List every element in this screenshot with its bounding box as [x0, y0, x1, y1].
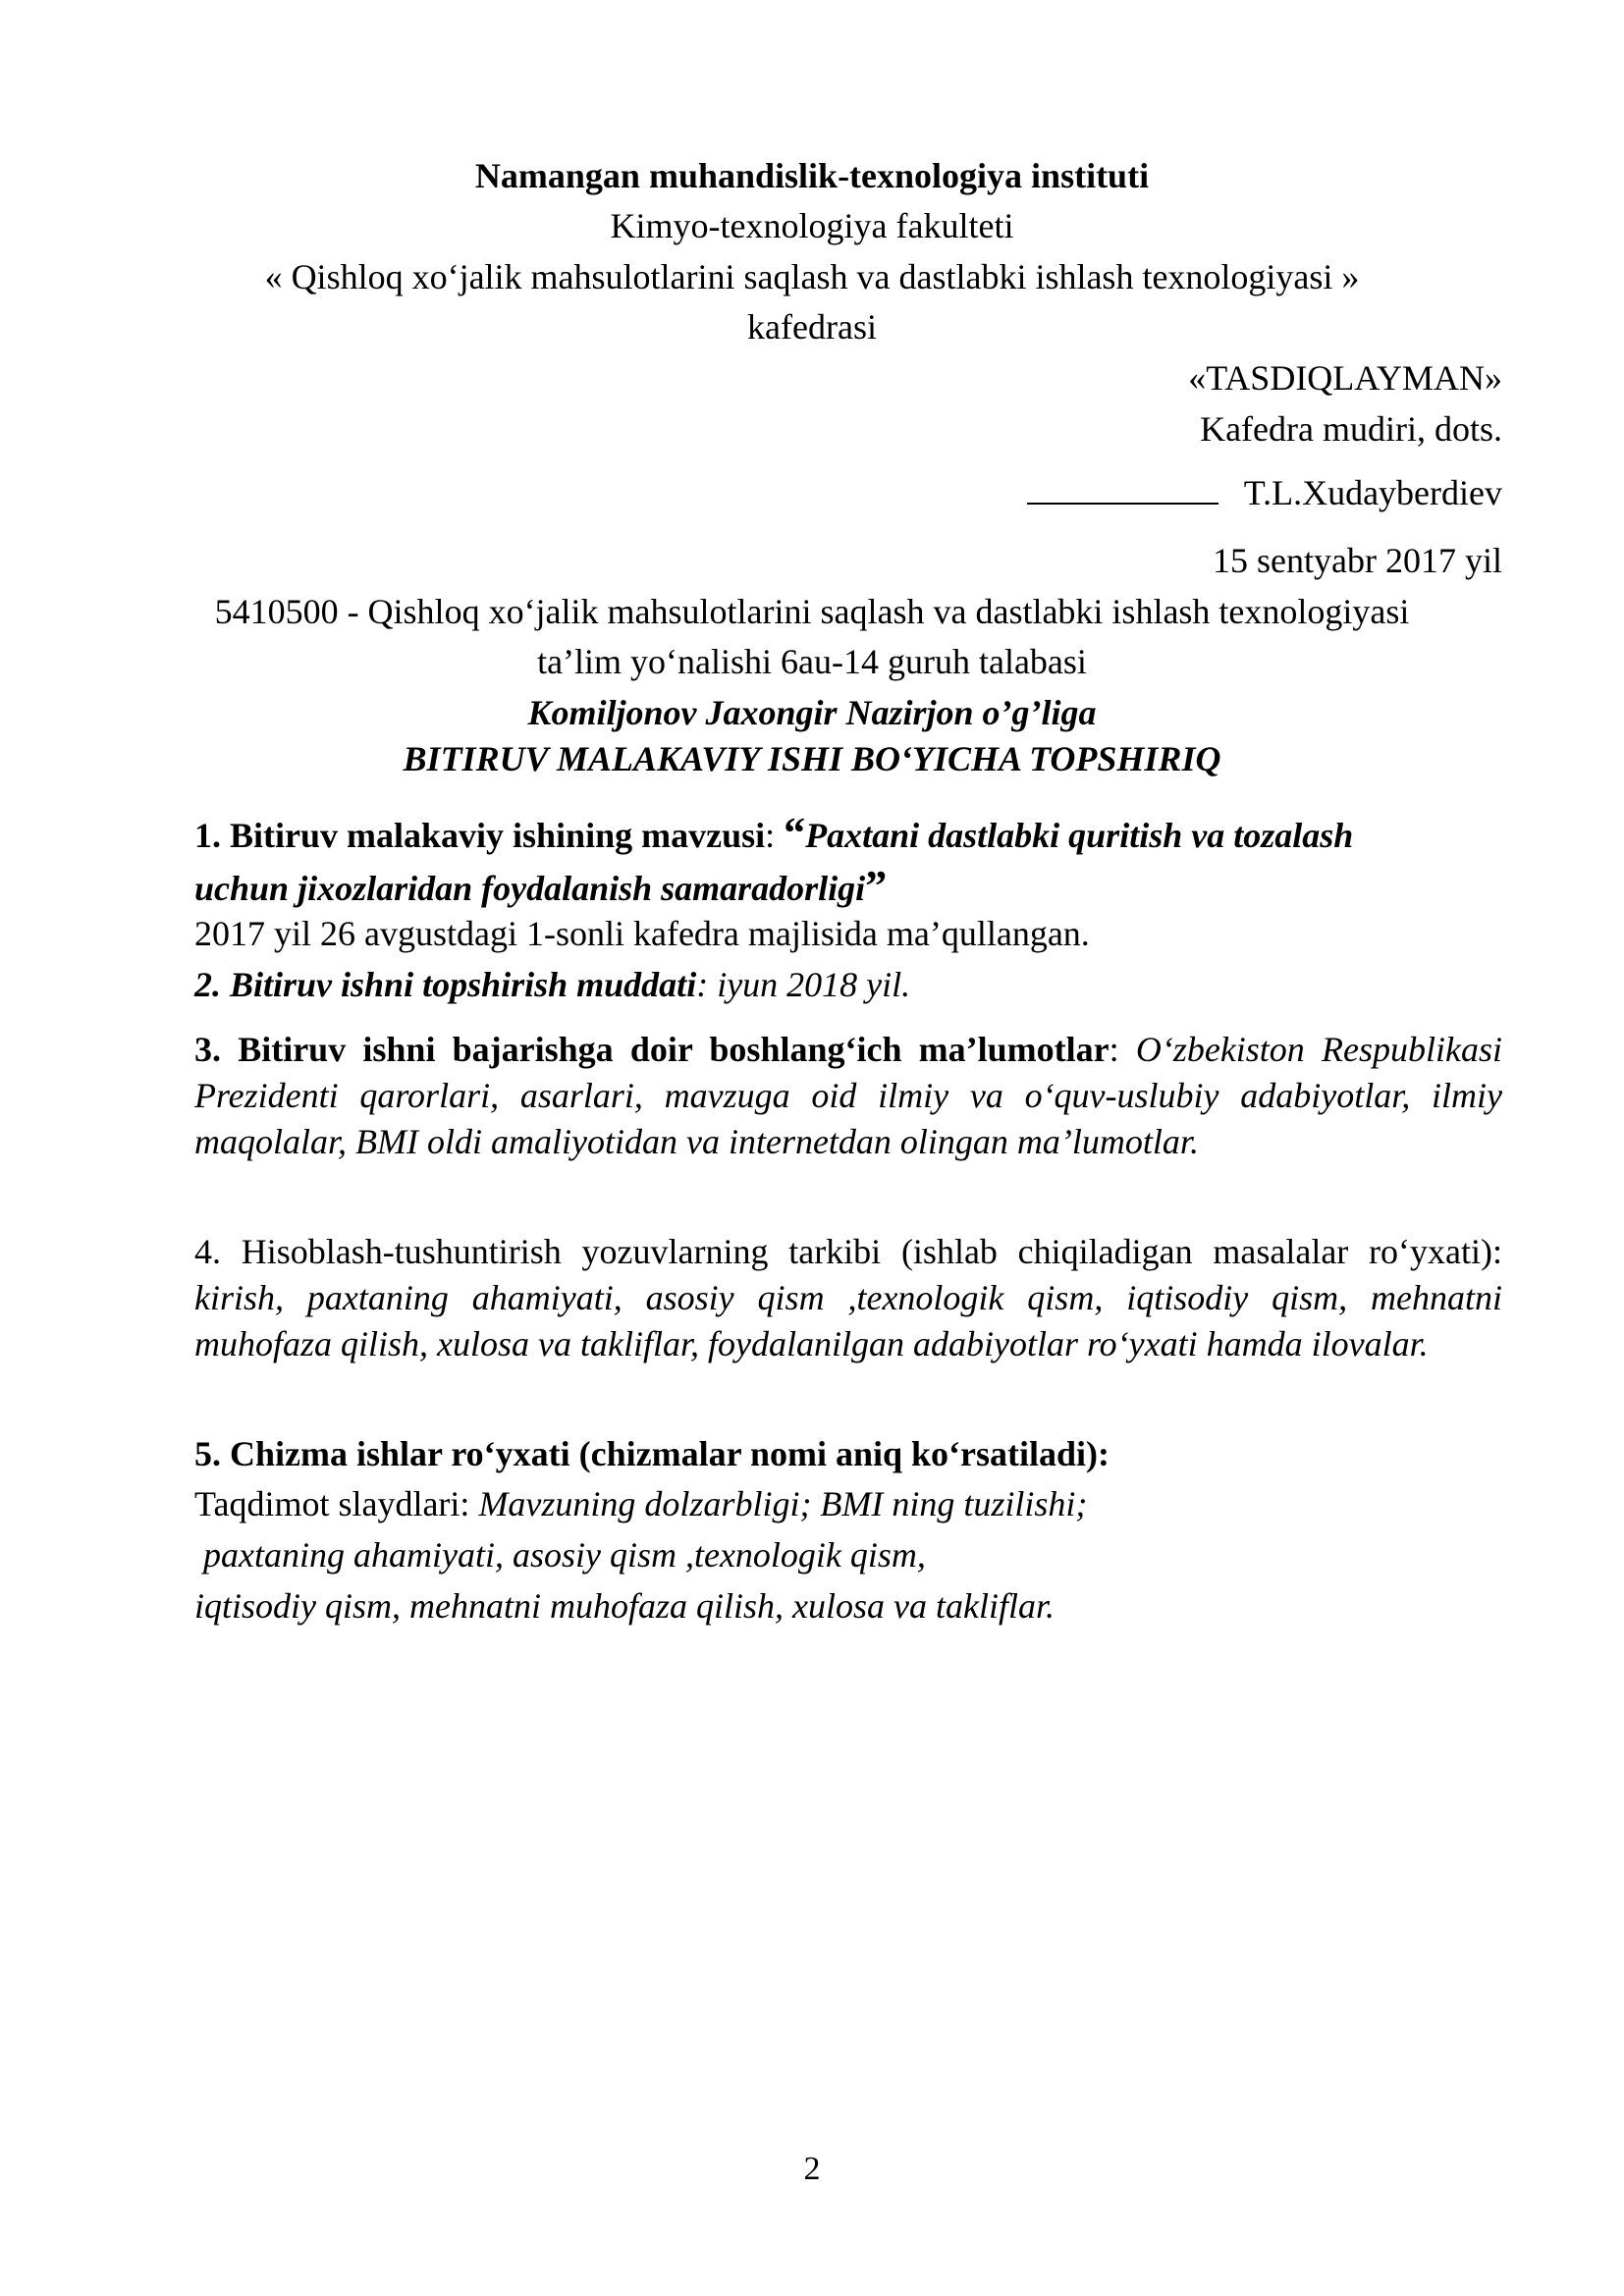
- approval-signature: [1027, 470, 1502, 516]
- approver-name: T.L.Xudayberdiev: [1243, 473, 1502, 512]
- group-line: ta’lim yo‘nalishi 6au-14 guruh talabasi: [537, 642, 1087, 681]
- specialty-line: 5410500 - Qishloq xo‘jalik mahsulotlarini saqlash va dastlabki ishlash texnologiyasi: [214, 592, 1410, 631]
- institute-name: Namangan muhandislik-texnologiya instituti: [474, 156, 1150, 195]
- signature-line: [1027, 473, 1218, 505]
- item-1-colon: :: [765, 816, 785, 855]
- faculty-name: Kimyo-texnologiya fakulteti: [610, 206, 1014, 245]
- item-1-topic-line-1: [194, 805, 1353, 861]
- item-3-label: 3. Bitiruv ishni bajarishga doir boshlang‘ich ma’lumotlar: [194, 1030, 1110, 1069]
- department-suffix: kafedrasi: [747, 307, 877, 347]
- item-5-label: 5. Chizma ishlar ro‘yxati (chizmalar nomi aniq ko‘rsatiladi):: [194, 1434, 1110, 1473]
- item-5-slides-1: Mavzuning dolzarbligi; BMI ning tuzilishi;: [478, 1484, 1088, 1523]
- item-3-colon: :: [1109, 1030, 1136, 1069]
- assignment-title: BITIRUV MALAKAVIY ISHI BO‘YICHA TOPSHIRIQ: [403, 739, 1221, 778]
- item-1-topic-continued: uchun jixozlaridan foydalanish samaradorligi: [194, 869, 866, 908]
- student-name: Komiljonov Jaxongir Nazirjon o’g’liga: [527, 693, 1097, 732]
- item-1-approved: 2017 yil 26 avgustdagi 1-sonli kafedra majlisida ma’qullangan.: [194, 914, 1090, 953]
- department-name: « Qishloq xo‘jalik mahsulotlarini saqlash va dastlabki ishlash texnologiyasi »: [264, 257, 1360, 296]
- item-4-label: 4. Hisoblash-tushuntirish yozuvlarning tarkibi (ishlab chiqiladigan masalalar ro‘yxati):: [194, 1232, 1502, 1271]
- item-2-value: : iyun 2018 yil.: [696, 965, 911, 1004]
- item-4-value: kirish, paxtaning ahamiyati, asosiy qism ,texnologik qism, iqtisodiy qism, mehnatni muhofaza qilish, xulosa va takliflar, foydalanilgan adabiyotlar ro‘yxati hamda ilovalar.: [194, 1277, 1502, 1363]
- item-1-topic-line-2: [194, 858, 887, 914]
- quote-close: ”: [865, 862, 888, 910]
- item-1-topic: Paxtani dastlabki quritish va tozalash: [805, 816, 1354, 855]
- item-4: [194, 1229, 1502, 1366]
- item-3-value: O‘zbekiston Respublikasi Prezidenti qarorlari, asarlari, mavzuga oid ilmiy va o‘quv-uslubiy adabiyotlar, ilmiy maqolalar, BMI oldi amaliyotidan va internetdan olingan ma’lumotlar.: [194, 1030, 1502, 1161]
- item-2: [194, 962, 910, 1008]
- approval-title: «TASDIQLAYMAN»: [1188, 358, 1502, 398]
- approval-position: Kafedra mudiri, dots.: [1200, 409, 1502, 449]
- item-5-line-1: [194, 1481, 1087, 1527]
- item-1-label: 1. Bitiruv malakaviy ishining mavzusi: [194, 816, 766, 855]
- item-5-line-3: iqtisodiy qism, mehnatni muhofaza qilish, xulosa va takliflar.: [194, 1586, 1055, 1626]
- quote-open: “: [784, 809, 806, 857]
- item-2-label: 2. Bitiruv ishni topshirish muddati: [194, 965, 697, 1004]
- page-number: 2: [803, 2151, 821, 2187]
- item-5-line-2: paxtaning ahamiyati, asosiy qism ,texnologik qism,: [194, 1535, 926, 1575]
- item-5-prefix: Taqdimot slaydlari:: [194, 1484, 479, 1523]
- item-3: [194, 1027, 1502, 1164]
- approval-date: 15 sentyabr 2017 yil: [1213, 541, 1502, 580]
